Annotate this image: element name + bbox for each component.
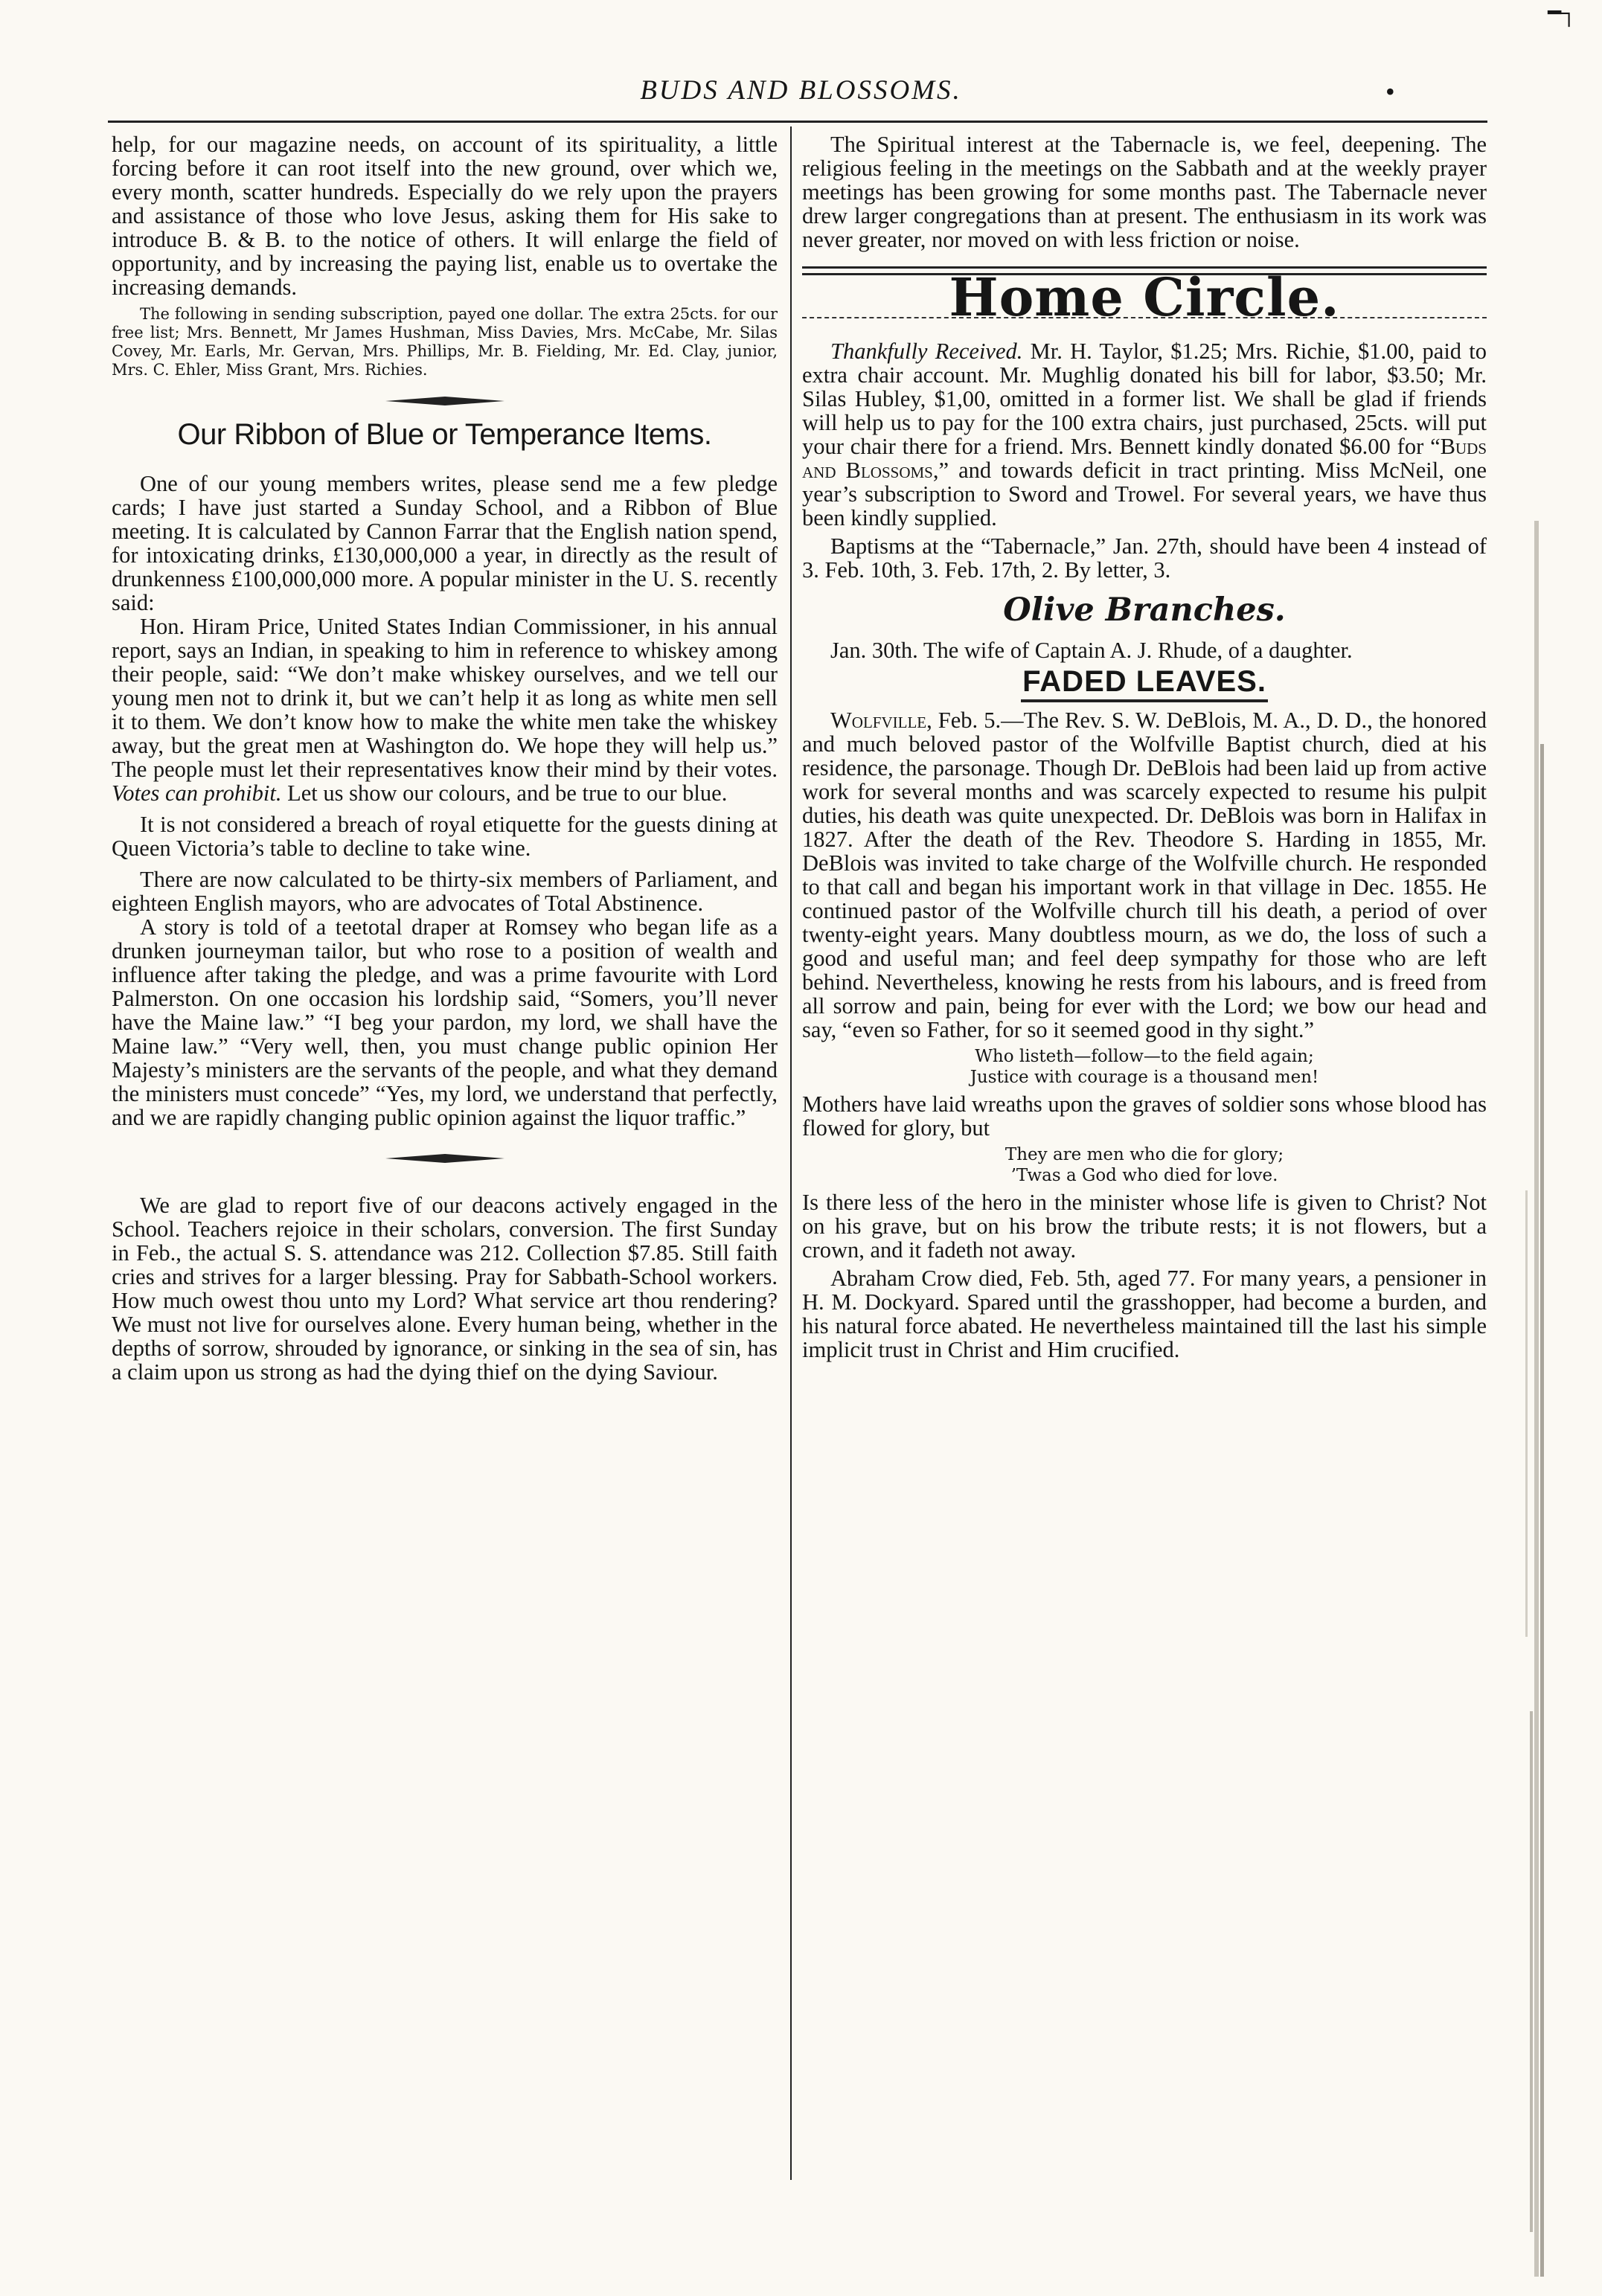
olive-paragraph: Jan. 30th. The wife of Captain A. J. Rhude, of a daughter. (830, 638, 1353, 663)
verse-line: Justice with courage is a thousand men! (970, 1068, 1319, 1087)
hero-paragraph: Is there less of the hero in the minister whose life is given to Christ? Not on his grave, but on his brow the tribute rests; it is not flowers, but a crown, and it fadeth not away. (802, 1190, 1487, 1263)
verse-line: Who listeth—follow—to the field again; (975, 1047, 1314, 1066)
right-column (802, 132, 1487, 1362)
ribbon-paragraph: One of our young members writes, please send me a few pledge cards; I have just started a Sunday School, and a Ribbon of Blue meeting. It is calculated by Cannon Farrar that the English nation spend, for intoxicating drinks, £130,000,000 a year, in directly as the result of drunkenness £100,000,000 more. A popular minister in the U. S. recently said: (112, 471, 778, 615)
received-text: ” and towards deficit in tract printing. Miss McNeil, one year’s subscription to Sword and Trowel. For several years, we have thus been kindly supplied. (802, 458, 1487, 530)
magazine-title: Buds and Blossoms, (802, 434, 1487, 483)
intro-paragraph: help, for our magazine needs, on account of its spirituality, a little forcing before it can root itself into the new ground, over which we, every month, scatter hundreds. Especially do we rely upon the prayers and assistance of those who love Jesus, asking them for His sake to introduce B. & B. to the notice of others. It will enlarge the field of opportunity, and by increasing the paying list, enable us to overtake the increasing demands. (112, 132, 778, 300)
obituary-lead: Wolfville, (830, 708, 932, 733)
header-rule (108, 121, 1487, 123)
ribbon-paragraph: There are now calculated to be thirty-six members of Parliament, and eighteen English mayors, who are advocates of Total Abstinence. (112, 867, 778, 916)
olive-branches-heading: Olive Branches. (1003, 591, 1286, 629)
column-divider (790, 126, 792, 2180)
ribbon-italic-text: Votes can prohibit. (112, 780, 282, 806)
verse-block (802, 1046, 1487, 1088)
obituary-paragraph (802, 708, 1487, 1042)
received-lead: Thankfully Received. (830, 339, 1023, 364)
ornament-divider (385, 396, 504, 406)
school-paragraph: We are glad to report five of our deacons actively engaged in the School. Teachers rejoice in their scholars, conversion. The first Sunday in Feb., the actual S. S. attendance was 212. Collection $7.85. Still faith cries and strives for a larger blessing. Pray for Sabbath-School workers. How much owest thou unto my Lord? What service art thou rendering? We must not live for ourselves alone. Every human being, whether in the depths of sorrow, shrouded by ignorance, or sinking in the sea of sin, has a claim upon us strong as had the dying thief on the dying Saviour. (112, 1193, 778, 1385)
home-circle-heading: Home Circle. (949, 266, 1340, 328)
corner-mark: ━┐ (1548, 1, 1577, 25)
ornament-divider (385, 1153, 504, 1164)
ribbon-paragraph: It is not considered a breach of royal etiquette for the guests dining at Queen Victoria’s table to decline to take wine. (112, 812, 778, 861)
running-head: BUDS AND BLOSSOMS. (640, 75, 962, 106)
received-text: Mr. H. Taylor, $1.25; Mrs. Richie, $1.00, paid to extra chair account. Mr. Mughlig donated his bill for labor, $3.50; Mr. Silas Hubley, $1,00, omitted in a former list. We shall be glad if friends will help us to pay for the 100 extra chairs, just purchased, 25cts. will put your chair there for a friend. Mrs. Bennett kindly donated $6.00 for “ (802, 339, 1487, 459)
subscribers-note: The following in sending subscription, payed one dollar. The extra 25cts. for our free list; Mrs. Bennett, Mr James Hushman, Miss Davies, Mrs. McCabe, Mr. Silas Covey, Mr. Earls, Mr. Gervan, Mrs. Phillips, Mr. B. Fielding, Mr. Ed. Clay, junior, Mrs. C. Ehler, Miss Grant, Mrs. Richies. (112, 305, 778, 379)
ribbon-paragraph (112, 615, 778, 805)
ribbon-text: Let us show our colours, and be true to our blue. (287, 780, 728, 806)
tabernacle-paragraph: The Spiritual interest at the Tabernacle is, we feel, deepening. The religious feeling in the meetings on the Sabbath and at the weekly prayer meetings has been growing for some months past. The Tabernacle never drew larger congregations than at present. The enthusiasm in its work was never greater, nor moved on with less friction or noise. (802, 132, 1487, 252)
ribbon-paragraph: A story is told of a teetotal draper at Romsey who began life as a drunken journeyman tailor, but who rose to a position of wealth and influence after taking the pledge, and was a prime favourite with Lord Palmerston. On one occasion his lordship said, “Somers, you’ll never have the Maine law.” “I beg your pardon, my lord, we shall have the Maine law.” “Very well, then, you must change public opinion Her Majesty’s ministers are the servants of the people, and what they demand the ministers must concede” “Yes, my lord, we understand that perfectly, and we are rapidly changing public opinion against the liquor traffic.” (112, 914, 778, 1130)
verse-block (802, 1144, 1487, 1186)
received-paragraph (802, 339, 1487, 530)
page-edge-texture (1503, 521, 1548, 2277)
verse-line: ’Twas a God who died for love. (1010, 1166, 1278, 1185)
faded-leaves-title: FADED LEAVES. (1021, 665, 1268, 702)
verse-line: They are men who die for glory; (1005, 1145, 1284, 1164)
ribbon-text: Hon. Hiram Price, United States Indian Commissioner, in his annual report, says an Indian, in speaking to him in reference to whiskey among their people, said: “We don’t make whiskey ourselves, and we tell our young men not to drink it, but we can’t help it as long as white men sell it to them. We don’t know how to make the white men take the whiskey away, but the great men at Washington do. We hope they will help us.” The people must let their representatives know their mind by their votes. (112, 614, 778, 782)
mothers-paragraph: Mothers have laid wreaths upon the graves of soldier sons whose blood has flowed for glory, but (802, 1091, 1487, 1141)
crow-paragraph: Abraham Crow died, Feb. 5th, aged 77. For many years, a pensioner in H. M. Dockyard. Spared until the grasshopper, had become a burden, and his natural force abated. He nevertheless maintained till the last his simple implicit trust in Christ and Him crucified. (802, 1266, 1487, 1362)
baptisms-paragraph: Baptisms at the “Tabernacle,” Jan. 27th, should have been 4 instead of 3. Feb. 10th, 3. Feb. 17th, 2. By letter, 3. (802, 533, 1487, 583)
obituary-text: Feb. 5.—The Rev. S. W. DeBlois, M. A., D. D., the honored and much beloved pastor of the Wolfville Baptist church, died at his residence, the parsonage. Though Dr. DeBlois had been laid up from active work for several months and was scarcely expected to resume his pulpit duties, his death was quite unexpected. Dr. DeBlois was born in Halifax in 1827. After the death of the Rev. Theodore S. Harding in 1855, Mr. DeBlois was invited to take charge of the Wolfville church. He responded to that call and began his important work in that village in Dec. 1855. He continued pastor of the Wolfville church till his death, a period of over twenty-eight years. Many doubtless mourn, as we do, the loss of such a good and useful man; and feel deep sympathy for those who are left behind. Nevertheless, knowing he rests from his labours, and is freed from all sorrow and pain, being for ever with the Lord; we bow our head and say, “even so Father, for so it seemed good in thy sight.” (802, 708, 1487, 1042)
faded-leaves-heading (802, 665, 1487, 698)
ribbon-heading: Our Ribbon of Blue or Temperance Items. (177, 418, 712, 451)
head-dot: • (1385, 77, 1395, 106)
left-column (112, 132, 778, 1384)
